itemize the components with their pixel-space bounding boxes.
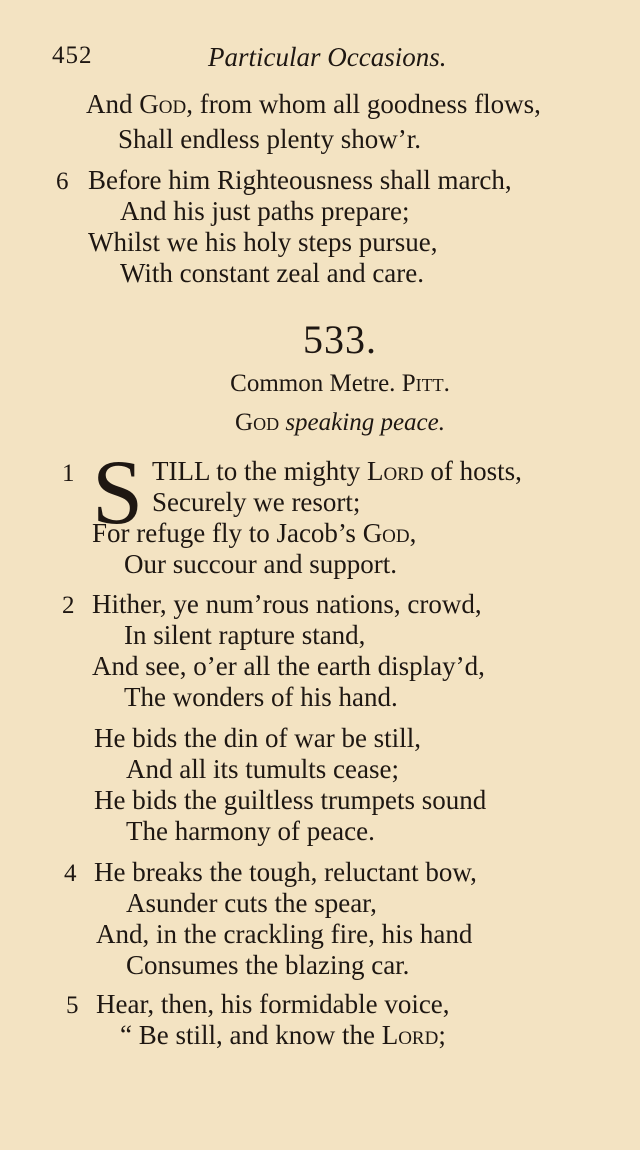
subject-text: speaking peace.: [285, 409, 445, 436]
verse-line: Hear, then, his formidable voice,: [96, 989, 450, 1019]
verse-line: He breaks the tough, reluctant bow,: [94, 857, 477, 887]
verse-line: Securely we resort;: [152, 487, 361, 517]
line-text: ,: [409, 518, 417, 548]
line-text: TILL to the mighty: [152, 456, 367, 486]
divine-name: God: [235, 409, 280, 436]
page-number: 452: [52, 42, 93, 69]
drop-cap: S: [92, 441, 144, 543]
hymn-author: Pitt.: [401, 370, 450, 397]
verse-line: And all its tumults cease;: [126, 754, 399, 784]
hymn-number: 533.: [303, 317, 377, 362]
line-text: of hosts,: [423, 456, 522, 486]
verse-line: In silent rapture stand,: [124, 620, 366, 650]
verse-line: And, in the crackling fire, his hand: [96, 919, 473, 949]
verse-line: Consumes the blazing car.: [126, 950, 410, 980]
hymn-subject: [0, 409, 640, 437]
verse-line: Shall endless plenty show’r.: [118, 124, 421, 154]
verse-line: The harmony of peace.: [126, 816, 375, 846]
line-text: “ Be still, and know the: [120, 1020, 382, 1050]
line-text: ;: [438, 1020, 446, 1050]
verse-line: [86, 91, 541, 118]
verse-line: With constant zeal and care.: [120, 258, 425, 288]
stanza-number: 5: [66, 992, 79, 1019]
divine-name: Lord: [381, 1020, 439, 1050]
line-text: , from whom all goodness flows,: [186, 89, 541, 119]
running-head: Particular Occasions.: [208, 42, 447, 72]
divine-name: God: [362, 518, 410, 548]
meter-label: Common Metre.: [230, 370, 396, 397]
verse-line: Hither, ye num’rous nations, crowd,: [92, 589, 482, 619]
stanza-number: 6: [56, 168, 69, 195]
divine-name: God: [139, 89, 187, 119]
stanza-number: 2: [62, 592, 75, 619]
verse-line: He bids the guiltless trumpets sound: [94, 785, 487, 815]
verse-line: The wonders of his hand.: [124, 682, 398, 712]
verse-line: [120, 1022, 446, 1049]
line-text: For refuge fly to Jacob’s: [92, 518, 363, 548]
verse-line: [152, 458, 522, 485]
verse-line: He bids the din of war be still,: [94, 723, 421, 753]
line-text: And: [86, 89, 140, 119]
hymn-meter: [0, 370, 640, 398]
verse-line: Before him Righteousness shall march,: [88, 165, 512, 195]
verse-line: [92, 520, 416, 547]
page-header: [52, 42, 612, 78]
verse-line: Whilst we his holy steps pursue,: [88, 227, 438, 257]
stanza-number: 1: [62, 460, 75, 487]
verse-line: And his just paths prepare;: [120, 196, 410, 226]
divine-name: Lord: [366, 456, 424, 486]
verse-line: Our succour and support.: [124, 549, 397, 579]
stanza-number: 4: [64, 860, 77, 887]
verse-line: Asunder cuts the spear,: [126, 888, 377, 918]
verse-line: And see, o’er all the earth display’d,: [92, 651, 485, 681]
